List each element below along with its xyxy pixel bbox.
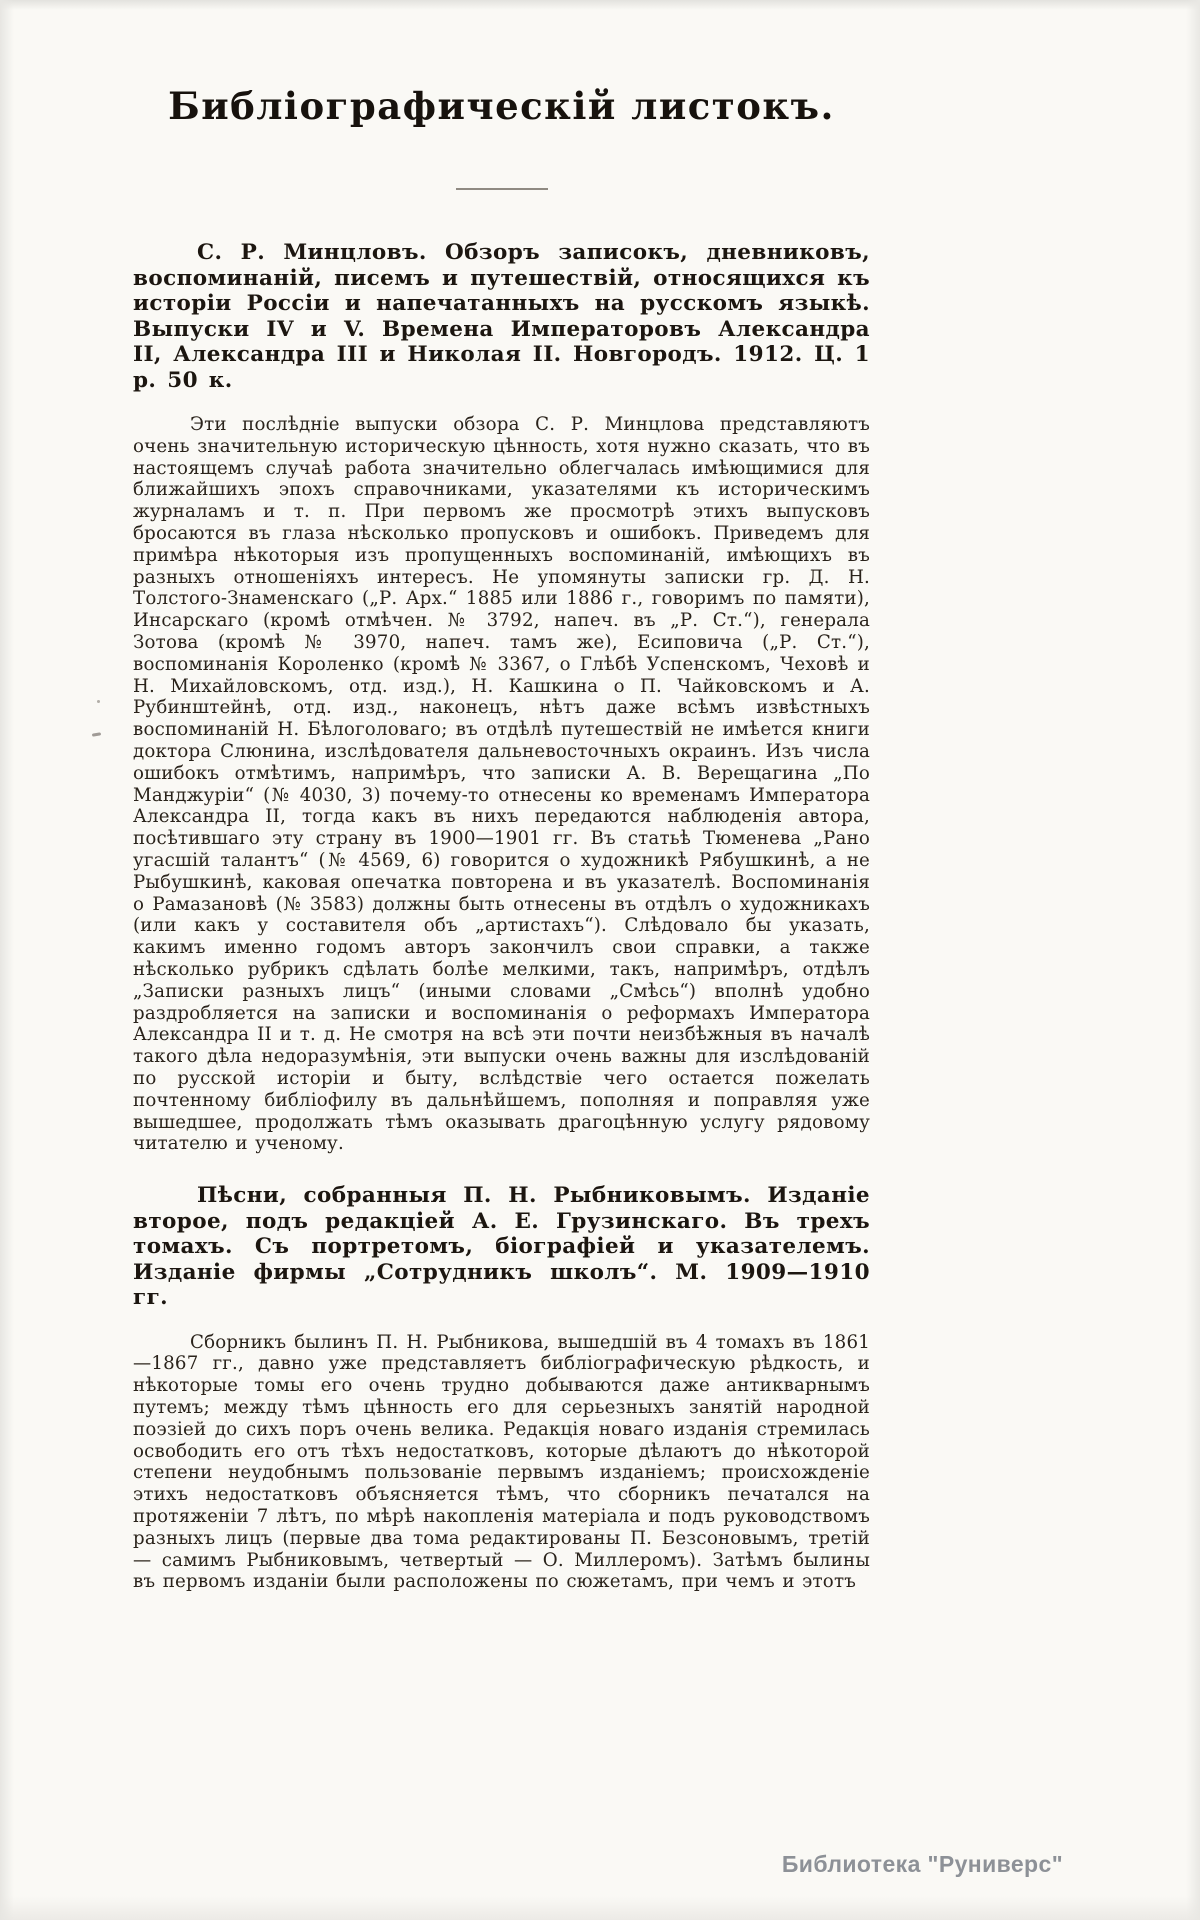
scan-artifact-dash bbox=[92, 732, 101, 737]
page-content bbox=[133, 84, 870, 1593]
page-title: Библіографическій листокъ. bbox=[168, 84, 835, 128]
bibliography-entry-mintslov bbox=[133, 240, 870, 1155]
library-watermark: Библиотека "Руниверс" bbox=[781, 1851, 1063, 1877]
scan-artifact-dot bbox=[97, 700, 100, 703]
title-divider bbox=[456, 188, 548, 190]
entry-body: Сборникъ былинъ П. Н. Рыбникова, вышедшій въ 4 томахъ въ 1861—1867 гг., давно уже представляетъ библіографическую рѣдкость, и нѣкоторые томы его очень трудно добываются даже антикварнымъ путемъ; между тѣмъ цѣнность его для серьезныхъ занятій народной поэзіей до сихъ поръ очень велика. Редакція новаго изданія стремилась освободить его отъ тѣхъ недостатковъ, которые дѣлаютъ до нѣкоторой степени неудобнымъ пользованіе первымъ изданіемъ; происхожденіе этихъ недостатковъ объясняется тѣмъ, что сборникъ печатался на протяженіи 7 лѣтъ, по мѣрѣ накопленія матеріала и подъ руководствомъ разныхъ лицъ (первые два тома редактированы П. Безсоновымъ, третій — самимъ Рыбниковымъ, четвертый — О. Миллеромъ). Затѣмъ былины въ первомъ изданіи были расположены по сюжетамъ, при чемъ и этотъ bbox=[133, 1331, 870, 1593]
scan-edge-shadow-right bbox=[1186, 0, 1200, 1920]
bibliography-entry-rybnikov bbox=[133, 1183, 870, 1593]
entry-heading: Пѣсни, собранныя П. Н. Рыбниковымъ. Изданіе второе, подъ редакціей А. Е. Грузинскаго. Въ трехъ томахъ. Съ портретомъ, біографіей и указателемъ. Изданіе фирмы „Сотрудникъ школъ“. М. 1909—1910 гг. bbox=[133, 1183, 870, 1311]
entry-heading: С. Р. Минцловъ. Обзоръ записокъ, дневниковъ, воспоминаній, писемъ и путешествій, относящихся къ исторіи Россіи и напечатанныхъ на русскомъ языкѣ. Выпуски IV и V. Времена Императоровъ Александра II, Александра III и Николая II. Новгородъ. 1912. Ц. 1 р. 50 к. bbox=[133, 240, 870, 393]
entry-body: Эти послѣдніе выпуски обзора С. Р. Минцлова представляютъ очень значительную историческую цѣнность, хотя нужно сказать, что въ настоящемъ случаѣ работа значительно облегчалась имѣющимися для ближайшихъ эпохъ справочниками, указателями къ историческимъ журналамъ и т. п. При первомъ же просмотрѣ этихъ выпусковъ бросаются въ глаза нѣсколько пропусковъ и ошибокъ. Приведемъ для примѣра нѣкоторыя изъ пропущенныхъ воспоминаній, имѣющихъ въ разныхъ отношеніяхъ интересъ. Не упомянуты записки гр. Д. Н. Толстого-Знаменскаго („Р. Арх.“ 1885 или 1886 г., говоримъ по памяти), Инсарскаго (кромѣ отмѣчен. № 3792, напеч. въ „Р. Ст.“), генерала Зотова (кромѣ № 3970, напеч. тамъ же), Есиповича („Р. Ст.“), воспоминанія Короленко (кромѣ № 3367, о Глѣбѣ Успенскомъ, Чеховѣ и Н. Михайловскомъ, отд. изд.), Н. Кашкина о П. Чайковскомъ и А. Рубинштейнѣ, отд. изд., наконецъ, нѣтъ даже всѣмъ извѣстныхъ воспоминаній Н. Бѣлоголоваго; въ отдѣлѣ путешествій не имѣется книги доктора Слюнина, изслѣдователя дальневосточныхъ окраинъ. Изъ числа ошибокъ отмѣтимъ, напримѣръ, что записки А. В. Верещагина „По Манджуріи“ (№ 4030, 3) почему-то отнесены ко временамъ Императора Александра II, тогда какъ въ нихъ передаются наблюденія автора, посѣтившаго эту страну въ 1900—1901 гг. Въ статьѣ Тюменева „Рано угасшій талантъ“ (№ 4569, 6) говорится о художникѣ Рябушкинѣ, а не Рыбушкинѣ, каковая опечатка повторена и въ указателѣ. Воспоминанія о Рамазановѣ (№ 3583) должны быть отнесены въ отдѣлъ о художникахъ (или какъ у составителя объ „артистахъ“). Слѣдовало бы указать, какимъ именно годомъ авторъ закончилъ свои справки, а также нѣсколько рубрикъ сдѣлать болѣе мелкими, такъ, напримѣръ, отдѣлъ „Записки разныхъ лицъ“ (иными словами „Смѣсь“) вполнѣ удобно раздробляется на записки и воспоминанія о реформахъ Императора Александра II и т. д. Не смотря на всѣ эти почти неизбѣжныя въ началѣ такого дѣла недоразумѣнія, эти выпуски очень важны для изслѣдованій по русской исторіи и быту, вслѣдствіе чего остается пожелать почтенному библіофилу въ дальнѣйшемъ, пополняя и поправляя уже вышедшее, продолжать тѣмъ оказывать драгоцѣнную услугу рядовому читателю и ученому. bbox=[133, 414, 870, 1155]
scan-edge-shadow-left bbox=[0, 0, 14, 1920]
